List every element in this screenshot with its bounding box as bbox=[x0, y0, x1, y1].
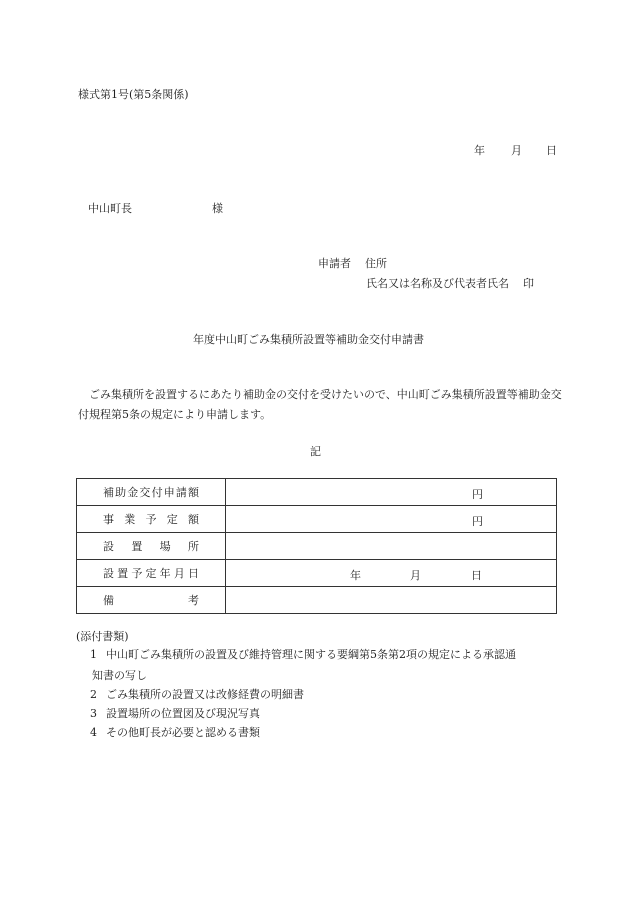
addressee bbox=[88, 200, 223, 216]
addressee-name: 中山町長 bbox=[88, 202, 132, 215]
addressee-honorific: 様 bbox=[212, 202, 223, 215]
planned-month-label: 月 bbox=[410, 569, 421, 582]
attachment-number: 3 bbox=[90, 707, 97, 720]
document-title: 年度中山町ごみ集積所設置等補助金交付申請書 bbox=[193, 333, 424, 346]
row-label: 設置予定年月日 bbox=[103, 567, 199, 580]
attachments-heading: (添付書類) bbox=[76, 630, 129, 643]
row-label: 設置場所 bbox=[103, 540, 199, 553]
table-row bbox=[77, 479, 557, 506]
planned-day-label: 日 bbox=[471, 569, 482, 582]
ki-heading: 記 bbox=[310, 445, 321, 458]
table-row bbox=[77, 560, 557, 587]
row-label: 事業予定額 bbox=[103, 513, 199, 526]
attachment-text: 中山町ごみ集積所の設置及び維持管理に関する要綱第5条第2項の規定による承認通 bbox=[106, 648, 516, 661]
table-label-cell bbox=[77, 533, 226, 560]
attachment-text: 設置場所の位置図及び現況写真 bbox=[106, 707, 260, 720]
attachment-number: 2 bbox=[90, 688, 97, 701]
applicant-label: 申請者 bbox=[318, 257, 351, 270]
table-row bbox=[77, 506, 557, 533]
table-label-cell bbox=[77, 587, 226, 614]
attachment-number: 1 bbox=[90, 648, 97, 661]
table-row bbox=[77, 533, 557, 560]
project-amount-field[interactable] bbox=[226, 506, 557, 533]
form-number: 様式第1号(第5条関係) bbox=[78, 88, 189, 101]
attachment-number: 4 bbox=[90, 726, 97, 739]
date-month-label: 月 bbox=[511, 144, 522, 157]
applicant-address-line bbox=[318, 255, 387, 271]
details-table bbox=[76, 478, 557, 614]
table-label-cell bbox=[77, 479, 226, 506]
table-label-cell bbox=[77, 560, 226, 587]
planned-year-label: 年 bbox=[350, 569, 361, 582]
table-label-cell bbox=[77, 506, 226, 533]
date-day-label: 日 bbox=[546, 144, 557, 157]
date-year-label: 年 bbox=[474, 144, 485, 157]
attachment-text: ごみ集積所の設置又は改修経費の明細書 bbox=[106, 688, 304, 701]
list-item bbox=[90, 724, 260, 740]
row-label: 補助金交付申請額 bbox=[103, 486, 199, 499]
row-label: 備考 bbox=[103, 594, 199, 607]
date-line bbox=[474, 142, 557, 158]
remarks-field[interactable] bbox=[226, 587, 557, 614]
applicant-address-label: 住所 bbox=[365, 257, 387, 270]
list-item bbox=[90, 646, 516, 662]
amount-requested-field[interactable] bbox=[226, 479, 557, 506]
attachment-text-continued: 知書の写し bbox=[92, 669, 147, 682]
attachment-text: その他町長が必要と認める書類 bbox=[106, 726, 260, 739]
yen-unit: 円 bbox=[472, 515, 483, 528]
yen-unit: 円 bbox=[472, 488, 483, 501]
planned-date-field[interactable] bbox=[226, 560, 557, 587]
list-item bbox=[90, 705, 260, 721]
applicant-name-line bbox=[366, 275, 534, 291]
location-field[interactable] bbox=[226, 533, 557, 560]
applicant-seal: 印 bbox=[523, 277, 534, 290]
table-row bbox=[77, 587, 557, 614]
document-body: ごみ集積所を設置するにあたり補助金の交付を受けたいので、中山町ごみ集積所設置等補助金交付規程第5条の規定により申請します。 bbox=[78, 388, 562, 421]
list-item bbox=[90, 686, 304, 702]
applicant-name-label: 氏名又は名称及び代表者氏名 bbox=[366, 277, 509, 290]
